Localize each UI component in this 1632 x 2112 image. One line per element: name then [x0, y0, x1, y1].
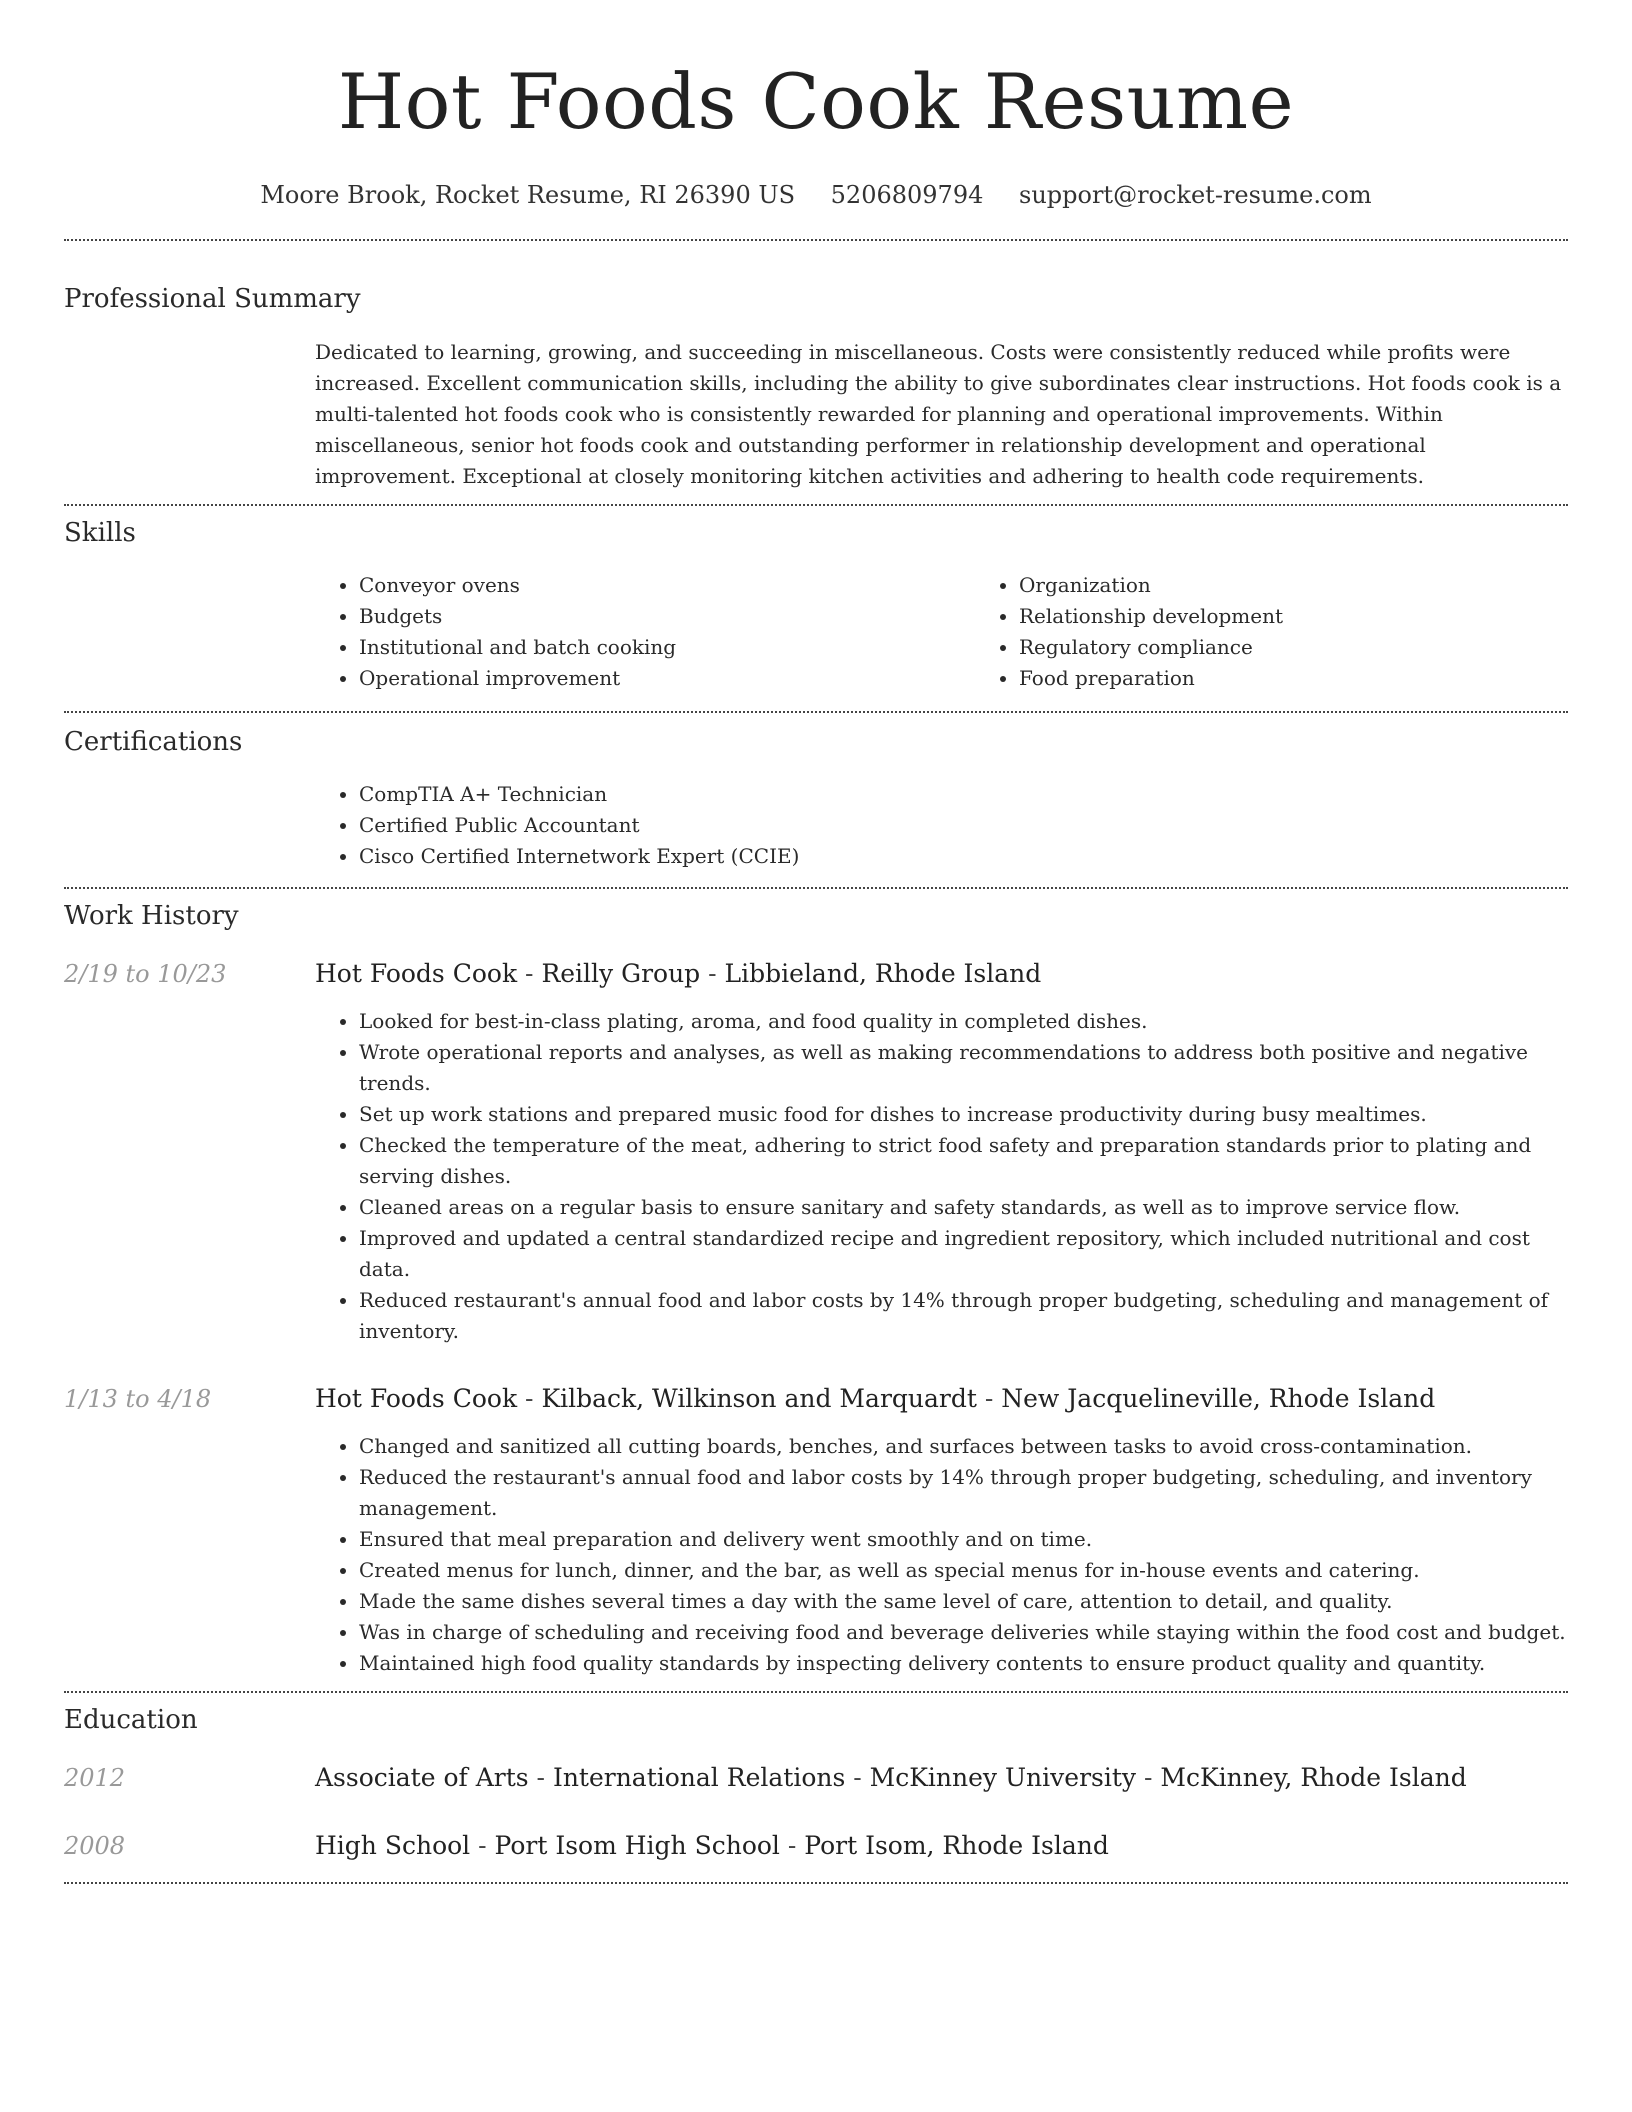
summary-text: Dedicated to learning, growing, and succeeding in miscellaneous. Costs were consistently reduced while profits were increased. Excellent communication skills, including the ability to give subordinates clear instructions. Hot foods cook is a multi-talented hot foods cook who is consistently rewarded for planning and operational improvements. Within miscellaneous, senior hot foods cook and outstanding performer in relationship development and operational improvement. Exceptional at closely monitoring kitchen activities and adhering to health code requirements.: [315, 340, 1562, 488]
education-heading: [315, 1830, 1109, 1862]
skill-item: • Regulatory compliance: [1019, 632, 1283, 663]
job-header: [64, 958, 1568, 990]
job-bullet: • Created menus for lunch, dinner, and the bar, as well as special menus for in-house events and catering.: [359, 1555, 1568, 1586]
skill-item: • Operational improvement: [359, 663, 975, 694]
education-entry: [64, 1830, 1568, 1862]
section-title-summary: Professional Summary: [64, 284, 361, 314]
certification-item: • Cisco Certified Internetwork Expert (CCIE): [359, 841, 1568, 872]
job-title: Hot Foods Cook: [315, 1384, 518, 1413]
contact-line: [64, 180, 1568, 210]
job-dates: 2/19 to 10/23: [64, 960, 227, 988]
job-duties: [315, 1006, 1568, 1347]
education-degree: High School: [315, 1831, 471, 1860]
section-title-education: Education: [64, 1705, 198, 1735]
separator: -: [976, 1384, 1002, 1413]
job-bullet: • Reduced restaurant's annual food and labor costs by 14% through proper budgeting, scheduling and management of inventory.: [359, 1285, 1568, 1347]
job-bullet: • Improved and updated a central standardized recipe and ingredient repository, which included nutritional and cost data.: [359, 1223, 1568, 1285]
section-title-certifications: Certifications: [64, 727, 243, 757]
job-heading: [315, 958, 1041, 990]
certifications-section: [64, 726, 1568, 872]
job-bullet: • Made the same dishes several times a day with the same level of care, attention to detail, and quality.: [359, 1586, 1568, 1617]
divider: [64, 504, 1568, 506]
separator: -: [845, 1763, 870, 1792]
divider: [64, 239, 1568, 241]
divider: [64, 1691, 1568, 1693]
education-school: Port Isom High School: [494, 1831, 780, 1860]
job-employer: Kilback, Wilkinson and Marquardt: [541, 1384, 977, 1413]
certification-item: • CompTIA A+ Technician: [359, 779, 1568, 810]
job-bullet: • Set up work stations and prepared music food for dishes to increase productivity during busy mealtimes.: [359, 1099, 1568, 1130]
summary-section: [64, 283, 1568, 492]
education-year: 2008: [64, 1832, 126, 1860]
education-section: [64, 1704, 1568, 1862]
job-entry: [64, 958, 1568, 1347]
education-heading: [315, 1762, 1467, 1794]
job-title: Hot Foods Cook: [315, 959, 518, 988]
job-bullets: [315, 1006, 1568, 1347]
job-dates: 1/13 to 4/18: [64, 1385, 212, 1413]
skill-item: • Organization: [1019, 570, 1283, 601]
contact-phone: 5206809794: [830, 181, 984, 209]
job-duties: [315, 1431, 1568, 1679]
separator: -: [517, 959, 542, 988]
section-title-skills: Skills: [64, 518, 136, 548]
separator: -: [700, 959, 725, 988]
certifications-list: [315, 779, 1568, 872]
divider: [64, 1882, 1568, 1884]
job-bullet: • Ensured that meal preparation and delivery went smoothly and on time.: [359, 1524, 1568, 1555]
skill-item: • Institutional and batch cooking: [359, 632, 975, 663]
resume-title: Hot Foods Cook Resume: [337, 57, 1295, 146]
job-location: Libbieland, Rhode Island: [724, 959, 1042, 988]
section-title-work: Work History: [64, 901, 239, 931]
job-bullet: • Wrote operational reports and analyses, as well as making recommendations to address both positive and negative trends.: [359, 1037, 1568, 1099]
skills-list-right: [975, 570, 1283, 694]
education-degree: Associate of Arts: [315, 1763, 529, 1792]
job-bullet: • Was in charge of scheduling and receiving food and beverage deliveries while staying within the food cost and budget.: [359, 1617, 1568, 1648]
job-employer: Reilly Group: [541, 959, 701, 988]
skill-item: • Budgets: [359, 601, 975, 632]
contact-email: support@rocket-resume.com: [1019, 181, 1372, 209]
contact-address: Moore Brook, Rocket Resume, RI 26390 US: [260, 181, 796, 209]
separator: -: [517, 1384, 542, 1413]
education-field: International Relations: [552, 1763, 846, 1792]
skill-item: • Relationship development: [1019, 601, 1283, 632]
separator: -: [1136, 1763, 1161, 1792]
skill-item: • Conveyor ovens: [359, 570, 975, 601]
separator: -: [470, 1831, 495, 1860]
education-location: Port Isom, Rhode Island: [804, 1831, 1109, 1860]
job-entry: [64, 1383, 1568, 1679]
job-bullet: • Maintained high food quality standards by inspecting delivery contents to ensure product quality and quantity.: [359, 1648, 1568, 1679]
job-bullets: [315, 1431, 1568, 1679]
skills-list-left: [315, 570, 975, 694]
skill-item: • Food preparation: [1019, 663, 1283, 694]
skills-section: [64, 517, 1568, 694]
education-year: 2012: [64, 1764, 126, 1792]
education-entry: [64, 1762, 1568, 1794]
separator: -: [528, 1763, 553, 1792]
job-bullet: • Cleaned areas on a regular basis to ensure sanitary and safety standards, as well as to improve service flow.: [359, 1192, 1568, 1223]
certifications-content: [315, 779, 1568, 872]
job-header: [64, 1383, 1568, 1415]
certification-item: • Certified Public Accountant: [359, 810, 1568, 841]
education-location: McKinney, Rhode Island: [1160, 1763, 1467, 1792]
job-bullet: • Reduced the restaurant's annual food and labor costs by 14% through proper budgeting, scheduling, and inventory management.: [359, 1462, 1568, 1524]
education-school: McKinney University: [869, 1763, 1137, 1792]
job-bullet: • Checked the temperature of the meat, adhering to strict food safety and preparation standards prior to plating and serving dishes.: [359, 1130, 1568, 1192]
divider: [64, 711, 1568, 713]
job-heading: [315, 1383, 1435, 1415]
job-bullet: • Looked for best-in-class plating, aroma, and food quality in completed dishes.: [359, 1006, 1568, 1037]
skills-columns: [315, 570, 1568, 694]
separator: -: [779, 1831, 805, 1860]
job-bullet: • Changed and sanitized all cutting boards, benches, and surfaces between tasks to avoid cross-contamination.: [359, 1431, 1568, 1462]
job-location: New Jacquelineville, Rhode Island: [1001, 1384, 1436, 1413]
divider: [64, 887, 1568, 889]
work-section: [64, 900, 1568, 1679]
